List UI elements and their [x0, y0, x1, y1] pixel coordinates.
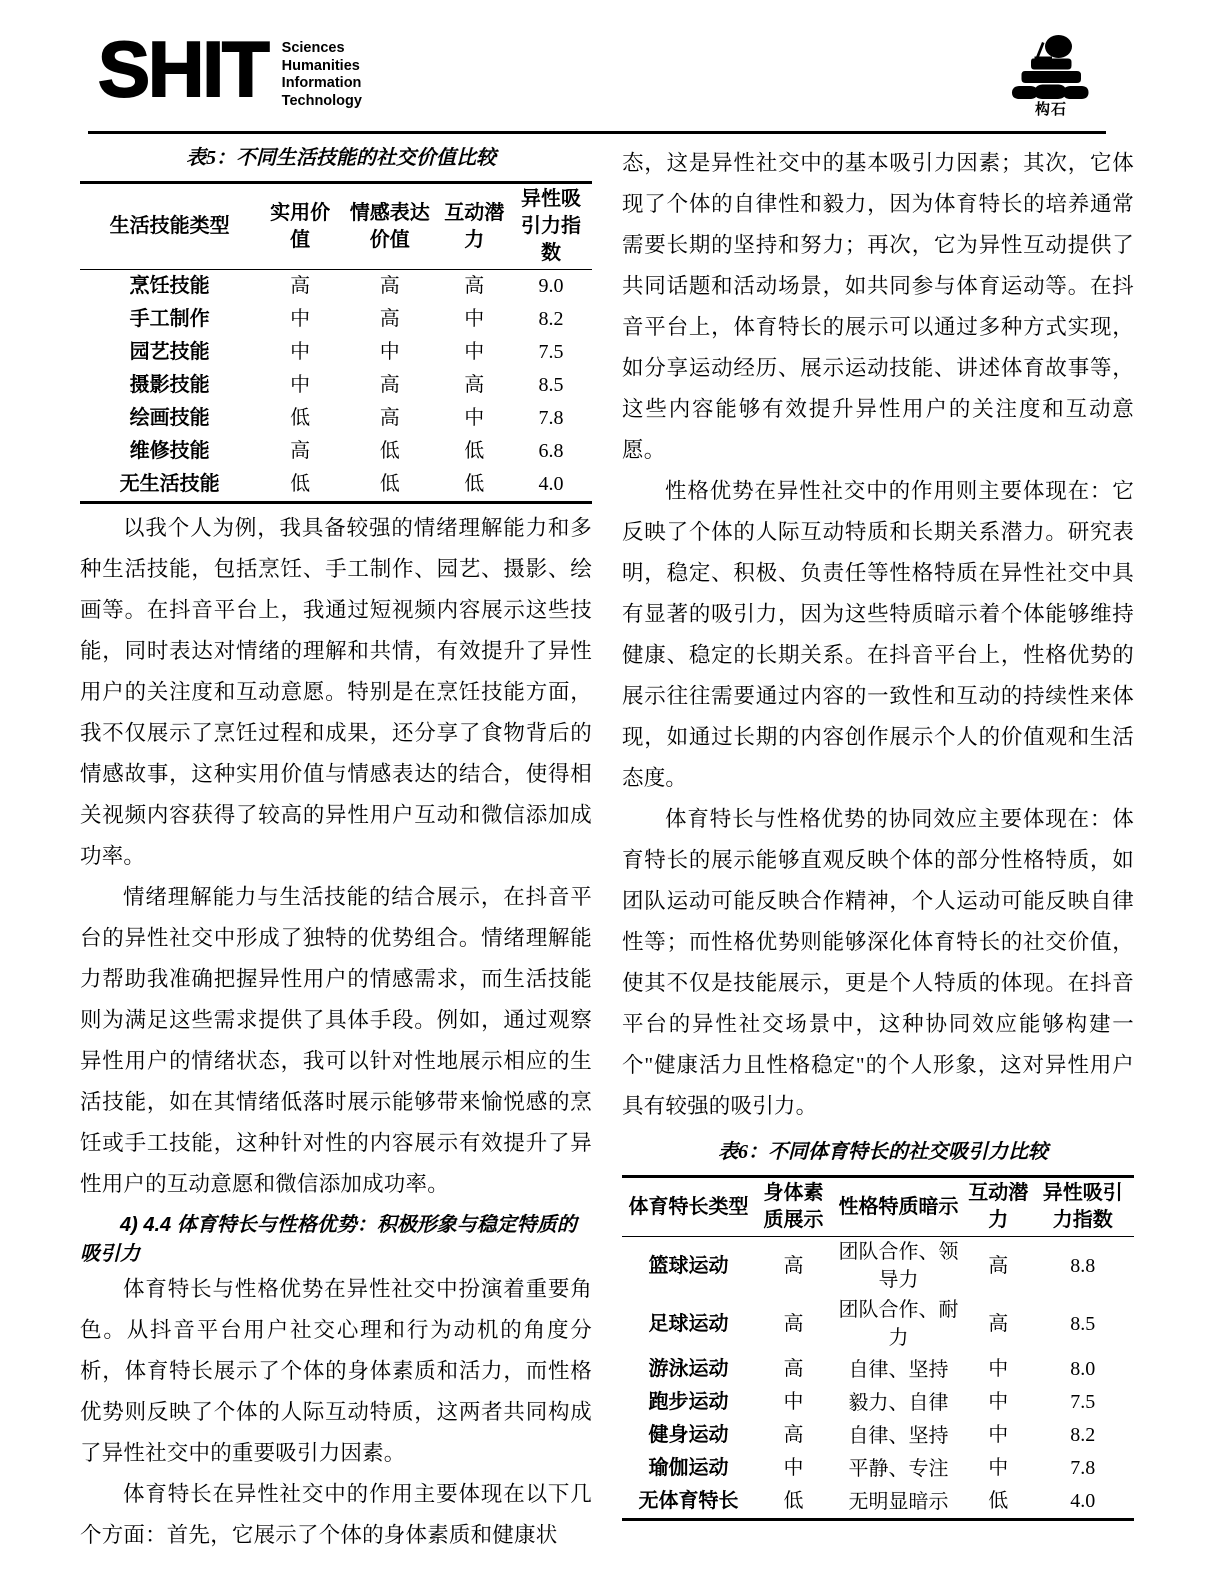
- table6-caption: 表6：不同体育特长的社交吸引力比较: [718, 1141, 1048, 1163]
- table5-r3-emotional: 高: [379, 374, 400, 396]
- table-row: [622, 1419, 1134, 1452]
- table6-block: [622, 1137, 1134, 1521]
- table-row: [622, 1353, 1134, 1386]
- table6-r3-traits: 毅力、自律: [848, 1391, 949, 1414]
- table-row: [80, 468, 592, 503]
- table6-col-index: 异性吸引力指数: [1042, 1182, 1123, 1231]
- table6-r5-fitness: 中: [783, 1457, 804, 1479]
- table5-r0-practical: 高: [290, 275, 311, 297]
- table6-r6-index: 4.0: [1070, 1490, 1096, 1512]
- table5-r6-index: 4.0: [538, 473, 564, 495]
- table6-r5-index: 7.8: [1070, 1457, 1096, 1479]
- table6-col-type: 体育特长类型: [628, 1195, 749, 1218]
- table6-r1-type: 足球运动: [648, 1312, 729, 1335]
- table6-r6-type: 无体育特长: [638, 1490, 739, 1512]
- table5: [80, 181, 592, 504]
- table5-r1-practical: 中: [290, 308, 311, 330]
- brand-word-humanities: Humanities: [281, 57, 360, 74]
- brand-word-sciences: Sciences: [281, 40, 345, 56]
- table6-r4-index: 8.2: [1070, 1424, 1096, 1446]
- table6-r4-fitness: 高: [783, 1424, 804, 1446]
- table6-r1-traits: 团队合作、耐力: [838, 1299, 959, 1349]
- journal-brand: [98, 25, 362, 113]
- table5-col-interaction: 互动潜力: [444, 201, 505, 251]
- table5-r2-interaction: 中: [464, 341, 485, 363]
- table-row: [80, 435, 592, 468]
- table6-r0-traits: 团队合作、领导力: [838, 1241, 959, 1291]
- section-heading-4-4: 4) 4.4 体育特长与性格优势：积极形象与稳定特质的吸引力: [80, 1214, 577, 1265]
- table6-r1-index: 8.5: [1070, 1312, 1096, 1335]
- table5-r6-interaction: 低: [464, 473, 485, 495]
- table5-r0-emotional: 高: [379, 275, 400, 297]
- table5-r1-interaction: 中: [464, 308, 485, 330]
- table6-r0-fitness: 高: [783, 1254, 804, 1277]
- table5-r0-type: 烹饪技能: [129, 275, 210, 297]
- right-paragraph-1: 态，这是异性社交中的基本吸引力因素；其次，它体现了个体的自律性和毅力，因为体育特长的培养通常需要长期的坚持和努力；再次，它为异性互动提供了共同话题和活动场景，如共同参与体育运动等。在抖音平台上，体育特长的展示可以通过多种方式实现，如分享运动经历、展示运动技能、讲述体育故事等，这些内容能够有效提升异性用户的关注度和互动意愿。: [622, 151, 1134, 462]
- table5-r5-interaction: 低: [464, 440, 485, 462]
- table6-r3-type: 跑步运动: [648, 1391, 729, 1413]
- journal-acronym: SHIT: [98, 25, 268, 113]
- table5-col-index: 异性吸引力指数: [521, 188, 582, 264]
- table5-col-type: 生活技能类型: [109, 215, 230, 237]
- table5-r1-type: 手工制作: [129, 308, 210, 330]
- table6-r4-interaction: 中: [988, 1424, 1009, 1446]
- table6-r4-traits: 自律、坚持: [848, 1424, 949, 1447]
- table-row: [80, 369, 592, 402]
- left-paragraph-2: 情绪理解能力与生活技能的结合展示，在抖音平台的异性社交中形成了独特的优势组合。情绪理解能力帮助我准确把握异性用户的情感需求，而生活技能则为满足这些需求提供了具体手段。例如，通过观察异性用户的情绪状态，我可以针对性地展示相应的生活技能，如在其情绪低落时展示能够带来愉悦感的烹饪或手工技能，这种针对性的内容展示有效提升了异性用户的互动意愿和微信添加成功率。: [80, 885, 592, 1196]
- right-column: [622, 143, 1134, 1525]
- table-row: [622, 1386, 1134, 1419]
- table5-r1-index: 8.2: [538, 308, 564, 330]
- header-divider-rule: [88, 131, 1106, 134]
- left-paragraph-1: 以我个人为例，我具备较强的情绪理解能力和多种生活技能，包括烹饪、手工制作、园艺、摄影、绘画等。在抖音平台上，我通过短视频内容展示这些技能，同时表达对情绪的理解和共情，有效提升了异性用户的关注度和互动意愿。特别是在烹饪技能方面，我不仅展示了烹饪过程和成果，还分享了食物背后的情感故事，这种实用价值与情感表达的结合，使得相关视频内容获得了较高的异性用户互动和微信添加成功率。: [80, 516, 592, 868]
- stone-cairn-icon: [1008, 34, 1094, 102]
- brand-word-technology: Technology: [281, 92, 362, 109]
- spacer: [622, 1127, 1134, 1137]
- table5-caption: 表5：不同生活技能的社交价值比较: [186, 147, 496, 169]
- table5-r4-interaction: 中: [464, 407, 485, 429]
- table5-r4-practical: 低: [290, 407, 311, 429]
- left-paragraph-3: 体育特长与性格优势在异性社交中扮演着重要角色。从抖音平台用户社交心理和行为动机的角度分析，体育特长展示了个体的身体素质和活力，而性格优势则反映了个体的人际互动特质，这两者共同构成了异性社交中的重要吸引力因素。: [80, 1277, 592, 1465]
- table-row: [622, 1452, 1134, 1485]
- table6-r3-index: 7.5: [1070, 1391, 1096, 1413]
- left-column: [80, 143, 592, 1556]
- table-row: [80, 270, 592, 304]
- table6-col-interaction: 互动潜力: [968, 1182, 1029, 1231]
- table5-r4-emotional: 高: [379, 407, 400, 429]
- table6-r6-traits: 无明显暗示: [848, 1490, 949, 1513]
- table5-r2-index: 7.5: [538, 341, 564, 363]
- table6-r0-index: 8.8: [1070, 1254, 1096, 1277]
- table6-r5-type: 瑜伽运动: [648, 1457, 729, 1479]
- table5-r2-practical: 中: [290, 341, 311, 363]
- table5-r1-emotional: 高: [379, 308, 400, 330]
- table6-r2-interaction: 中: [988, 1358, 1009, 1380]
- table5-r0-index: 9.0: [538, 275, 564, 297]
- publisher-name: 构石: [1034, 101, 1067, 118]
- table6-r0-type: 篮球运动: [648, 1254, 729, 1277]
- table5-r4-index: 7.8: [538, 407, 564, 429]
- right-paragraph-2: 性格优势在异性社交中的作用则主要体现在：它反映了个体的人际互动特质和长期关系潜力。研究表明，稳定、积极、负责任等性格特质在异性社交中具有显著的吸引力，因为这些特质暗示着个体能够维持健康、稳定的长期关系。在抖音平台上，性格优势的展示往往需要通过内容的一致性和互动的持续性来体现，如通过长期的内容创作展示个人的价值观和生活态度。: [622, 479, 1134, 790]
- table6-col-fitness: 身体素质展示: [763, 1182, 824, 1231]
- table-row: [80, 336, 592, 369]
- table5-r6-practical: 低: [290, 473, 311, 495]
- table6-r2-fitness: 高: [783, 1358, 804, 1380]
- table5-r2-type: 园艺技能: [129, 341, 210, 363]
- table6-col-traits: 性格特质暗示: [838, 1195, 959, 1218]
- right-paragraph-3: 体育特长与性格优势的协同效应主要体现在：体育特长的展示能够直观反映个体的部分性格特质，如团队运动可能反映合作精神，个人运动可能反映自律性等；而性格优势则能够深化体育特长的社交价值，使其不仅是技能展示，更是个人特质的体现。在抖音平台的异性社交场景中，这种协同效应能够构建一个"健康活力且性格稳定"的个人形象，这对异性用户具有较强的吸引力。: [622, 807, 1134, 1118]
- table-row: [622, 1485, 1134, 1520]
- table5-r5-practical: 高: [290, 440, 311, 462]
- table6-r2-type: 游泳运动: [648, 1358, 729, 1380]
- table5-r3-type: 摄影技能: [129, 374, 210, 396]
- table5-header-row: [80, 183, 592, 270]
- publisher-logo: [996, 34, 1106, 118]
- table6: [622, 1175, 1134, 1521]
- brand-word-information: Information: [281, 75, 362, 91]
- table5-r2-emotional: 中: [379, 341, 400, 363]
- table5-col-emotional: 情感表达价值: [349, 201, 430, 251]
- table6-r6-fitness: 低: [783, 1490, 804, 1512]
- table5-r3-index: 8.5: [538, 374, 564, 396]
- table5-r0-interaction: 高: [464, 275, 485, 297]
- table5-r6-type: 无生活技能: [119, 473, 220, 495]
- table6-r4-type: 健身运动: [648, 1424, 729, 1446]
- journal-full-name: [282, 40, 362, 110]
- table-row: [622, 1237, 1134, 1296]
- table6-r3-interaction: 中: [988, 1391, 1009, 1413]
- table5-r4-type: 绘画技能: [129, 407, 210, 429]
- table6-r2-traits: 自律、坚持: [848, 1358, 949, 1381]
- table6-header-row: [622, 1177, 1134, 1237]
- table6-r0-interaction: 高: [988, 1254, 1009, 1277]
- table5-r5-type: 维修技能: [129, 440, 210, 462]
- left-paragraph-4: 体育特长在异性社交中的作用主要体现在以下几个方面：首先，它展示了个体的身体素质和健康状: [80, 1482, 592, 1547]
- table6-r5-interaction: 中: [988, 1457, 1009, 1479]
- table5-col-practical: 实用价值: [270, 201, 331, 251]
- table6-r1-fitness: 高: [783, 1312, 804, 1335]
- table5-r3-interaction: 高: [464, 374, 485, 396]
- table6-r1-interaction: 高: [988, 1312, 1009, 1335]
- table5-r6-emotional: 低: [379, 473, 400, 495]
- table5-block: [80, 143, 592, 504]
- table6-r3-fitness: 中: [783, 1391, 804, 1413]
- table5-r3-practical: 中: [290, 374, 311, 396]
- table6-r5-traits: 平静、专注: [848, 1457, 949, 1480]
- table-row: [80, 402, 592, 435]
- table-row: [80, 303, 592, 336]
- table-row: [622, 1295, 1134, 1353]
- table5-r5-emotional: 低: [379, 440, 400, 462]
- table6-r2-index: 8.0: [1070, 1358, 1096, 1380]
- journal-masthead: [88, 25, 1106, 128]
- table6-r6-interaction: 低: [988, 1490, 1009, 1512]
- table5-r5-index: 6.8: [538, 440, 564, 462]
